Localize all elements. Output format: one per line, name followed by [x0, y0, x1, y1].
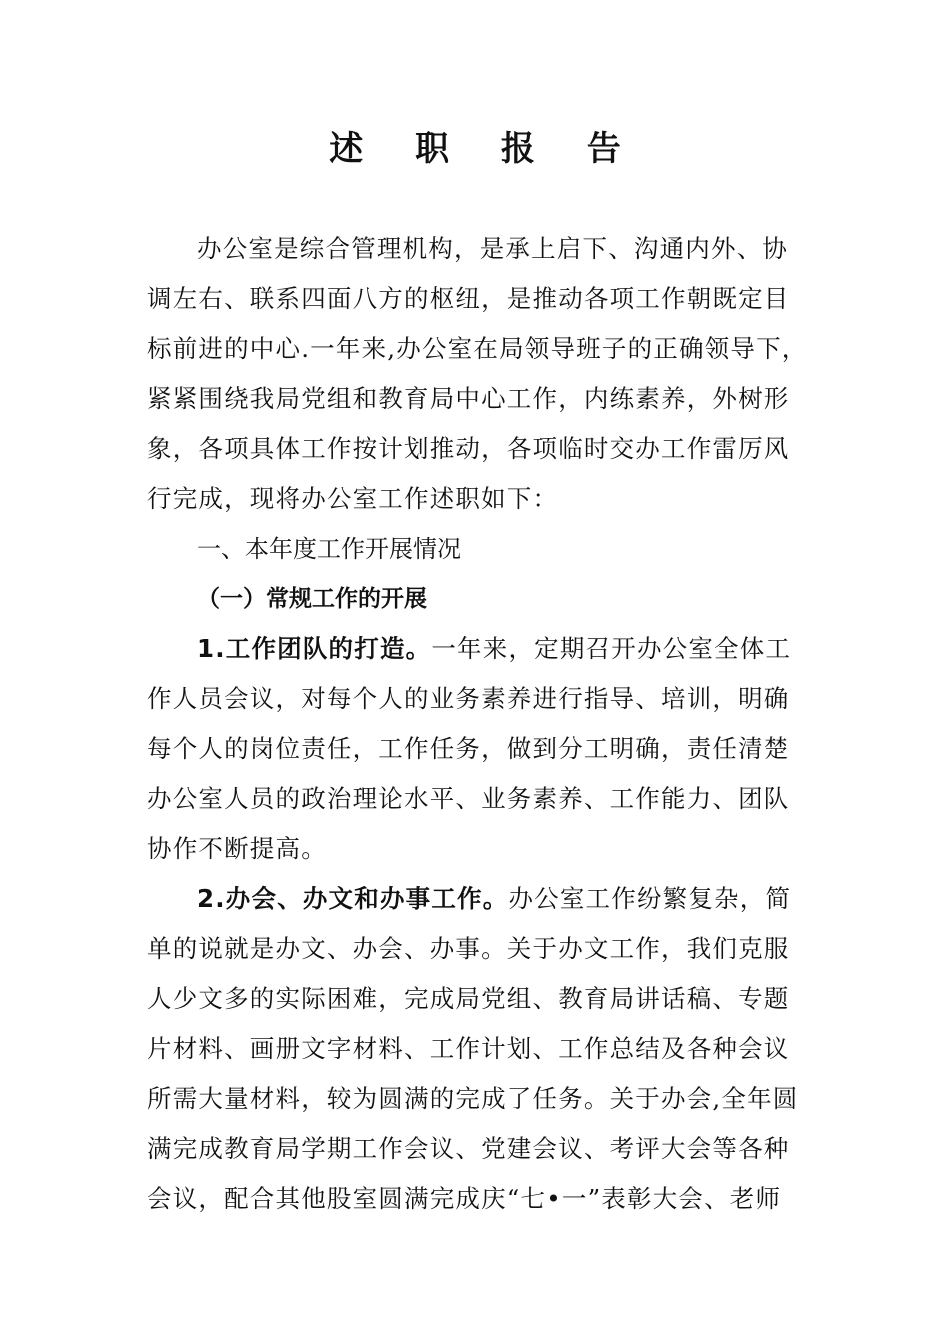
paragraph-line: 片材料、画册文字材料、工作计划、工作总结及各种会议	[147, 1034, 790, 1063]
paragraph-line: 调左右、联系四面八方的枢纽，是推动各项工作朝既定目	[147, 284, 790, 313]
paragraph-line: 行完成，现将办公室工作述职如下：	[147, 484, 559, 513]
paragraph-line: 象，各项具体工作按计划推动，各项临时交办工作雷厉风	[147, 434, 790, 463]
paragraph-line: 所需大量材料，较为圆满的完成了任务。关于办会,全年圆	[147, 1084, 799, 1113]
paragraph-line: 单的说就是办文、办会、办事。关于办文工作，我们克服	[147, 934, 790, 963]
paragraph-line: 满完成教育局学期工作会议、党建会议、考评大会等各种	[147, 1134, 790, 1163]
section-heading: 一、本年度工作开展情况	[197, 535, 461, 563]
subsection-heading: （一）常规工作的开展	[197, 586, 427, 612]
item1-first-line	[197, 634, 791, 664]
paragraph-line: 办公室是综合管理机构，是承上启下、沟通内外、协	[197, 234, 789, 263]
item2-first-line	[197, 884, 791, 914]
paragraph-line: 办公室人员的政治理论水平、业务素养、工作能力、团队	[147, 784, 790, 813]
item2-text: 办公室工作纷繁复杂，简	[508, 884, 792, 913]
paragraph-line: 标前进的中心.一年来,办公室在局领导班子的正确领导下，	[147, 334, 808, 363]
item1-text: 一年来，定期召开办公室全体工	[431, 634, 792, 663]
paragraph-line: 协作不断提高。	[147, 834, 327, 863]
paragraph-line: 会议，配合其他股室圆满完成庆“七•一”表彰大会、老师	[147, 1184, 782, 1213]
paragraph-line: 每个人的岗位责任，工作任务，做到分工明确，责任清楚	[147, 734, 790, 763]
item2-lead: 2.办会、办文和办事工作。	[197, 884, 509, 913]
item1-lead: 1.工作团队的打造。	[197, 634, 432, 663]
paragraph-line: 紧紧围绕我局党组和教育局中心工作，内练素养，外树形	[147, 384, 790, 413]
paragraph-line: 人少文多的实际困难，完成局党组、教育局讲话稿、专题	[147, 984, 790, 1013]
paragraph-line: 作人员会议，对每个人的业务素养进行指导、培训，明确	[147, 684, 790, 713]
document-title: 述 职 报 告	[329, 129, 641, 169]
